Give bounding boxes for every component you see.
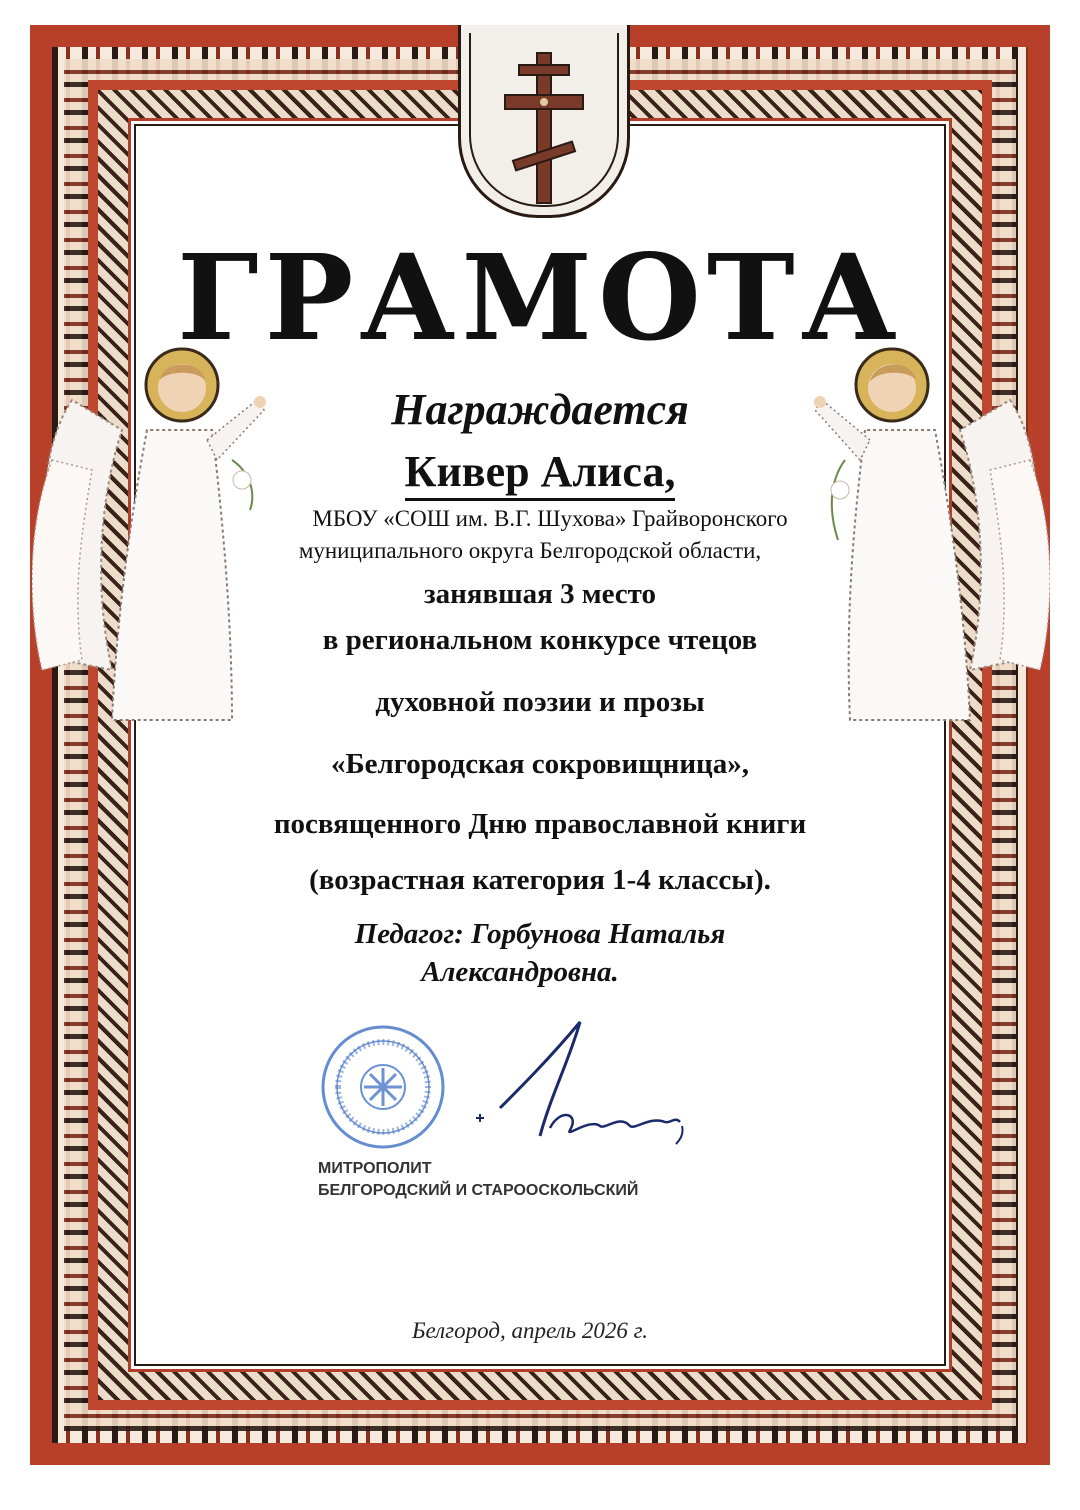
achievement-line-3: духовной поэзии и прозы <box>375 686 705 718</box>
teacher-line-2: Александровна. <box>421 956 619 988</box>
orthodox-cross-icon <box>461 25 627 215</box>
school-line-1: МБОУ «СОШ им. В.Г. Шухова» Грайворонского <box>312 506 788 531</box>
school-line-2: муниципального округа Белгородской области, <box>298 538 762 563</box>
awarded-label: Награждается <box>391 385 689 434</box>
cross-plaque <box>458 25 630 218</box>
achievement-line-1: занявшая 3 место <box>423 578 657 610</box>
church-seal-stamp <box>318 1022 448 1152</box>
recipient-name-text: Кивер Алиса, <box>405 447 676 501</box>
place-and-date: Белгород, апрель 2026 г. <box>411 1318 649 1343</box>
achievement-line-4: «Белгородская сокровищница», <box>330 748 750 780</box>
achievement-line-6: (возрастная категория 1-4 классы). <box>309 864 771 896</box>
achievement-line-2: в региональном конкурсе чтецов <box>322 624 758 656</box>
signatory-title: МИТРОПОЛИТ <box>318 1160 432 1177</box>
signatory-diocese: БЕЛГОРОДСКИЙ И СТАРООСКОЛЬСКИЙ <box>318 1182 639 1199</box>
teacher-line-1: Педагог: Горбунова Наталья <box>354 918 726 950</box>
certificate-title: ГРАМОТА <box>177 228 903 367</box>
handwritten-signature <box>470 1018 700 1148</box>
recipient-name <box>0 446 1080 497</box>
achievement-line-5: посвященного Дню православной книги <box>273 808 807 840</box>
